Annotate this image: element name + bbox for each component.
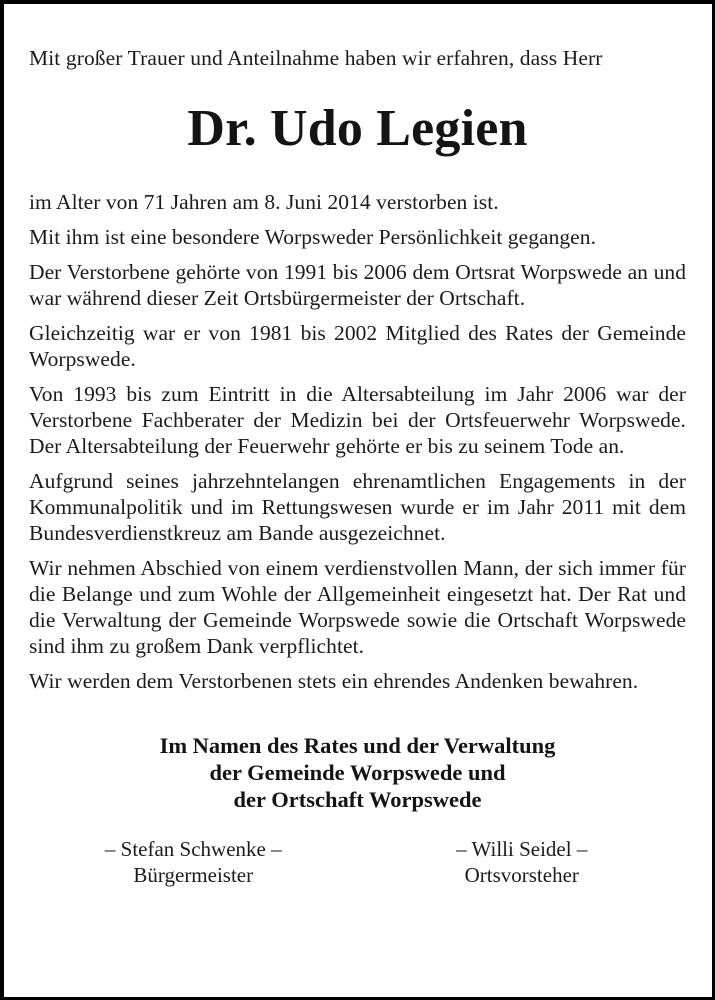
signature-heading-line-1: Im Namen des Rates und der Verwaltung bbox=[159, 733, 556, 758]
signer-role: Ortsvorsteher bbox=[464, 863, 579, 887]
signature-heading-line-2: der Gemeinde Worpswede und bbox=[209, 760, 506, 785]
signer-ortsvorsteher bbox=[358, 836, 687, 888]
paragraph-bundesverdienstkreuz: Aufgrund seines jahrzehntelangen ehrenamtlichen Engagements in der Kommunalpolitik und im Rettungswesen wurde er im Jahr 2011 mit dem Bundesverdienstkreuz am Bande ausgezeichnet. bbox=[29, 469, 686, 545]
obituary-body bbox=[29, 189, 686, 694]
signer-buergermeister bbox=[29, 836, 358, 888]
signer-name: – Willi Seidel – bbox=[456, 837, 588, 861]
paragraph-ortsrat: Der Verstorbene gehörte von 1991 bis 2006 dem Ortsrat Worpswede an und war während dieser Zeit Ortsbürgermeister der Ortschaft. bbox=[29, 260, 686, 310]
deceased-name: Dr. Udo Legien bbox=[187, 100, 528, 157]
signer-role: Bürgermeister bbox=[133, 863, 254, 887]
paragraph-abschied: Wir nehmen Abschied von einem verdienstvollen Mann, der sich immer für die Belange und zum Wohle der Allgemeinheit eingesetzt hat. Der Rat und die Verwaltung der Gemeinde Worpswede sowie die Ortschaft Worpswede sind ihm zu großem Dank verpflichtet. bbox=[29, 556, 686, 658]
paragraph-andenken: Wir werden dem Verstorbenen stets ein ehrendes Andenken bewahren. bbox=[29, 669, 639, 693]
paragraph-personality: Mit ihm ist eine besondere Worpsweder Persönlichkeit gegangen. bbox=[29, 225, 597, 249]
notice-content bbox=[4, 4, 712, 997]
signature-block bbox=[29, 732, 686, 888]
paragraph-gemeinderat: Gleichzeitig war er von 1981 bis 2002 Mitglied des Rates der Gemeinde Worpswede. bbox=[29, 321, 686, 371]
signature-heading bbox=[29, 732, 686, 813]
signer-name: – Stefan Schwenke – bbox=[104, 837, 282, 861]
paragraph-age-of-death: im Alter von 71 Jahren am 8. Juni 2014 verstorben ist. bbox=[29, 190, 499, 214]
signers-row bbox=[29, 836, 686, 888]
signature-heading-line-3: der Ortschaft Worpswede bbox=[233, 787, 482, 812]
lead-sentence: Mit großer Trauer und Anteilnahme haben wir erfahren, dass Herr bbox=[29, 46, 603, 70]
paragraph-feuerwehr: Von 1993 bis zum Eintritt in die Altersabteilung im Jahr 2006 war der Verstorbene Fachberater der Medizin bei der Ortsfeuerwehr Worpswede. Der Altersabteilung der Feuerwehr gehörte er bis zu seinem Tode an. bbox=[29, 382, 686, 458]
